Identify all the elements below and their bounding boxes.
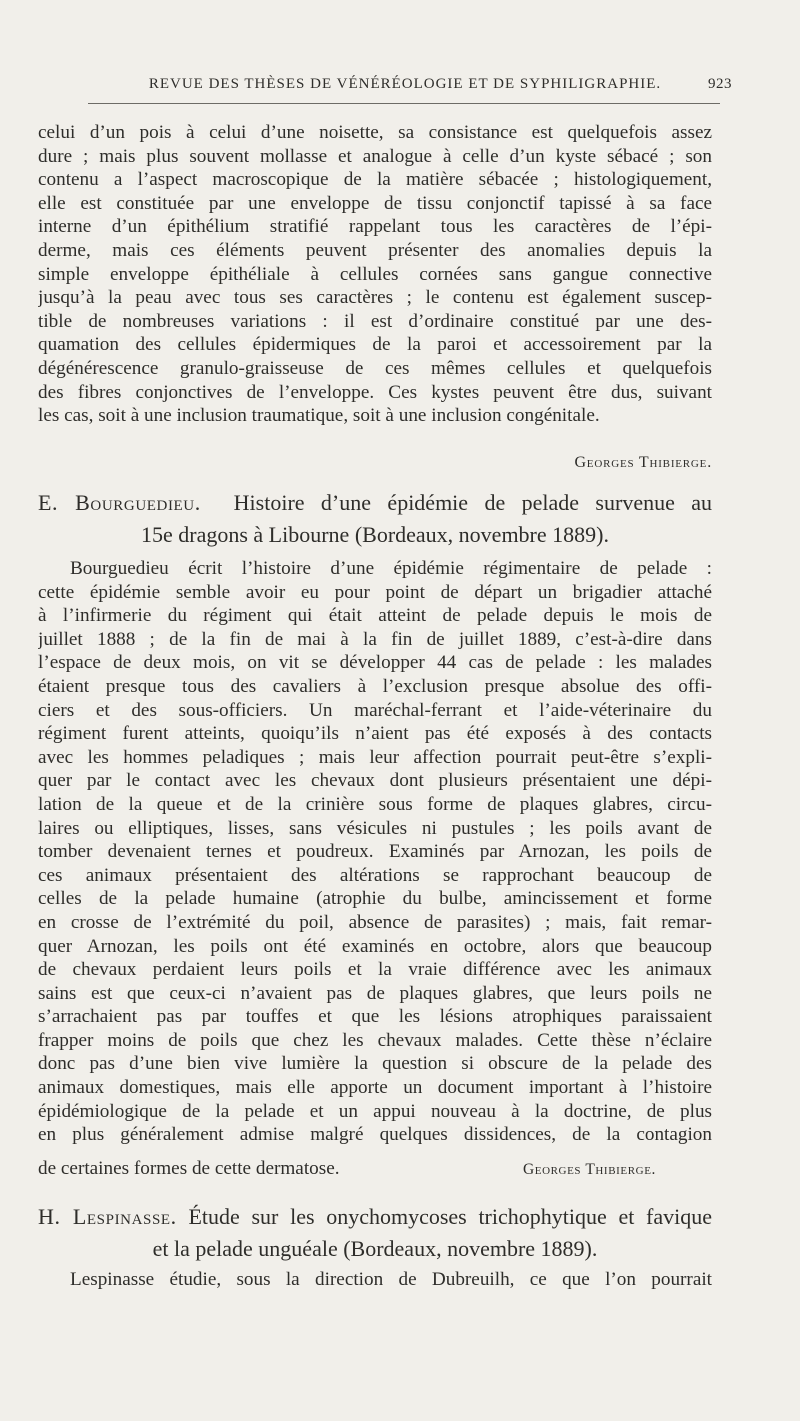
text-line: contenu a l’aspect macroscopique de la matière sébacée ; histologiquement, — [38, 169, 712, 191]
section-2-last-text: de certaines formes de cette dermatose. — [38, 1158, 340, 1179]
text-line: celles de la pelade humaine (atrophie du bulbe, amincissement et forme — [38, 888, 712, 910]
text-line: ces animaux présentaient des altérations se rapprochant beaucoup de — [38, 864, 712, 886]
text-line: tible de nombreuses variations : il est d’ordinaire constitué par une des- — [38, 310, 712, 332]
section-2-signature: Georges Thibierge. — [522, 1161, 656, 1178]
section-2-heading — [38, 487, 712, 551]
text-line: l’espace de deux mois, on vit se développer 44 cas de pelade : les malades — [38, 652, 712, 674]
text-line: quer par le contact avec les chevaux dont plusieurs présentaient une dépi- — [38, 770, 712, 792]
text-line: simple enveloppe épithéliale à cellules cornées sans gangue connective — [38, 263, 712, 285]
section-3-title-1: Étude sur les onychomycoses trichophytique et favique — [188, 1204, 712, 1229]
text-line: dure ; mais plus souvent mollasse et analogue à celle d’un kyste sébacé ; son — [38, 145, 712, 167]
text-line: interne d’un épithélium stratifié rappelant tous les caractères de l’épi- — [38, 216, 712, 238]
text-line: sains est que ceux-ci n’avaient pas de plaques glabres, que leurs poils ne — [38, 982, 712, 1004]
text-line: animaux domestiques, mais elle apporte un document important à l’histoire — [38, 1077, 712, 1099]
text-line: celui d’un pois à celui d’une noisette, sa consistance est quelquefois assez — [38, 122, 712, 143]
text-line: s’arrachaient pas par touffes et que les lésions atrophiques paraissaient — [38, 1006, 712, 1028]
section-2-title-line-1 — [38, 487, 712, 519]
text-line: en plus généralement admise malgré quelques dissidences, de la contagion — [38, 1124, 712, 1146]
text-line: elle est constituée par une enveloppe de tissu conjonctif tapissé à sa face — [38, 192, 712, 214]
text-line: ciers et des sous-officiers. Un maréchal-ferrant et l’aide-véterinaire du — [38, 699, 712, 721]
text-line: frapper moins de poils que chez les chevaux malades. Cette thèse n’éclaire — [38, 1029, 712, 1051]
section-2-paragraph — [38, 557, 712, 1147]
text-line: derme, mais ces éléments peuvent présenter des anomalies depuis la — [38, 239, 712, 261]
section-2-last-line — [38, 1157, 712, 1182]
section-2-title-line-2: 15e dragons à Libourne (Bordeaux, novembre 1889). — [141, 522, 609, 547]
text-line: tomber devenaient ternes et poudreux. Examinés par Arnozan, les poils de — [38, 841, 712, 863]
section-3-title-line-2: et la pelade unguéale (Bordeaux, novembre 1889). — [152, 1236, 598, 1261]
section-3-author: H. Lespinasse. — [38, 1204, 177, 1229]
text-line: quer Arnozan, les poils ont été examinés en octobre, alors que beaucoup — [38, 935, 712, 957]
text-line: épidémiologique de la pelade et un appui nouveau à la doctrine, de plus — [38, 1100, 712, 1122]
text-line: donc pas d’une bien vive lumière la question si obscure de la pelade des — [38, 1053, 712, 1075]
section-2-author: E. Bourguedieu. — [38, 490, 201, 515]
text-line: Lespinasse étudie, sous la direction de Dubreuilh, ce que l’on pourrait — [70, 1269, 712, 1290]
section-2-title-1: Histoire d’une épidémie de pelade survenue au — [233, 490, 713, 515]
running-title: REVUE DES THÈSES DE VÉNÉRÉOLOGIE ET DE SYPHILIGRAPHIE. — [148, 76, 662, 92]
text-line: cette épidémie semble avoir eu pour point de départ un brigadier attaché — [38, 581, 712, 603]
text-line: régiment furent atteints, quoiqu’ils n’aient pas été exposés à des contacts — [38, 723, 712, 745]
text-line: laires ou elliptiques, lisses, sans vésicules ni pustules ; les poils avant de — [38, 817, 712, 839]
section-3-paragraph — [38, 1268, 712, 1292]
text-line: jusqu’à la peau avec tous ses caractères ; le contenu est également suscep- — [38, 287, 712, 309]
section-3-title-line-1 — [38, 1201, 712, 1233]
text-line: des fibres conjonctives de l’enveloppe. Ces kystes peuvent être dus, suivant — [38, 381, 712, 403]
text-line: les cas, soit à une inclusion traumatique, soit à une inclusion congénitale. — [38, 405, 600, 427]
running-header — [86, 76, 732, 93]
text-line: Bourguedieu écrit l’histoire d’une épidémie régimentaire de pelade : — [70, 558, 712, 579]
text-line: avec les hommes peladiques ; mais leur affection pourrait peut-être s’expli- — [38, 746, 712, 768]
text-line: dégénérescence granulo-graisseuse de ces mêmes cellules et quelquefois — [38, 357, 712, 379]
text-line: en crosse de l’extrémité du poil, absence de parasites) ; mais, fait remar- — [38, 911, 712, 933]
header-rule — [88, 103, 720, 104]
section-1-paragraph — [38, 121, 712, 428]
section-1-signature: Georges Thibierge. — [574, 454, 712, 471]
text-line: de chevaux perdaient leurs poils et la vraie différence avec les animaux — [38, 959, 712, 981]
page-number: 923 — [708, 76, 732, 92]
text-line: quamation des cellules épidermiques de la paroi et accessoirement par la — [38, 334, 712, 356]
text-line: juillet 1888 ; de la fin de mai à la fin de juillet 1889, c’est-à-dire dans — [38, 628, 712, 650]
text-line: à l’infirmerie du régiment qui était atteint de pelade depuis le mois de — [38, 605, 712, 627]
section-3-heading — [38, 1201, 712, 1265]
text-line: lation de la queue et de la crinière sous forme de plaques glabres, circu- — [38, 793, 712, 815]
text-line: étaient presque tous des cavaliers à l’exclusion presque absolue des offi- — [38, 675, 712, 697]
